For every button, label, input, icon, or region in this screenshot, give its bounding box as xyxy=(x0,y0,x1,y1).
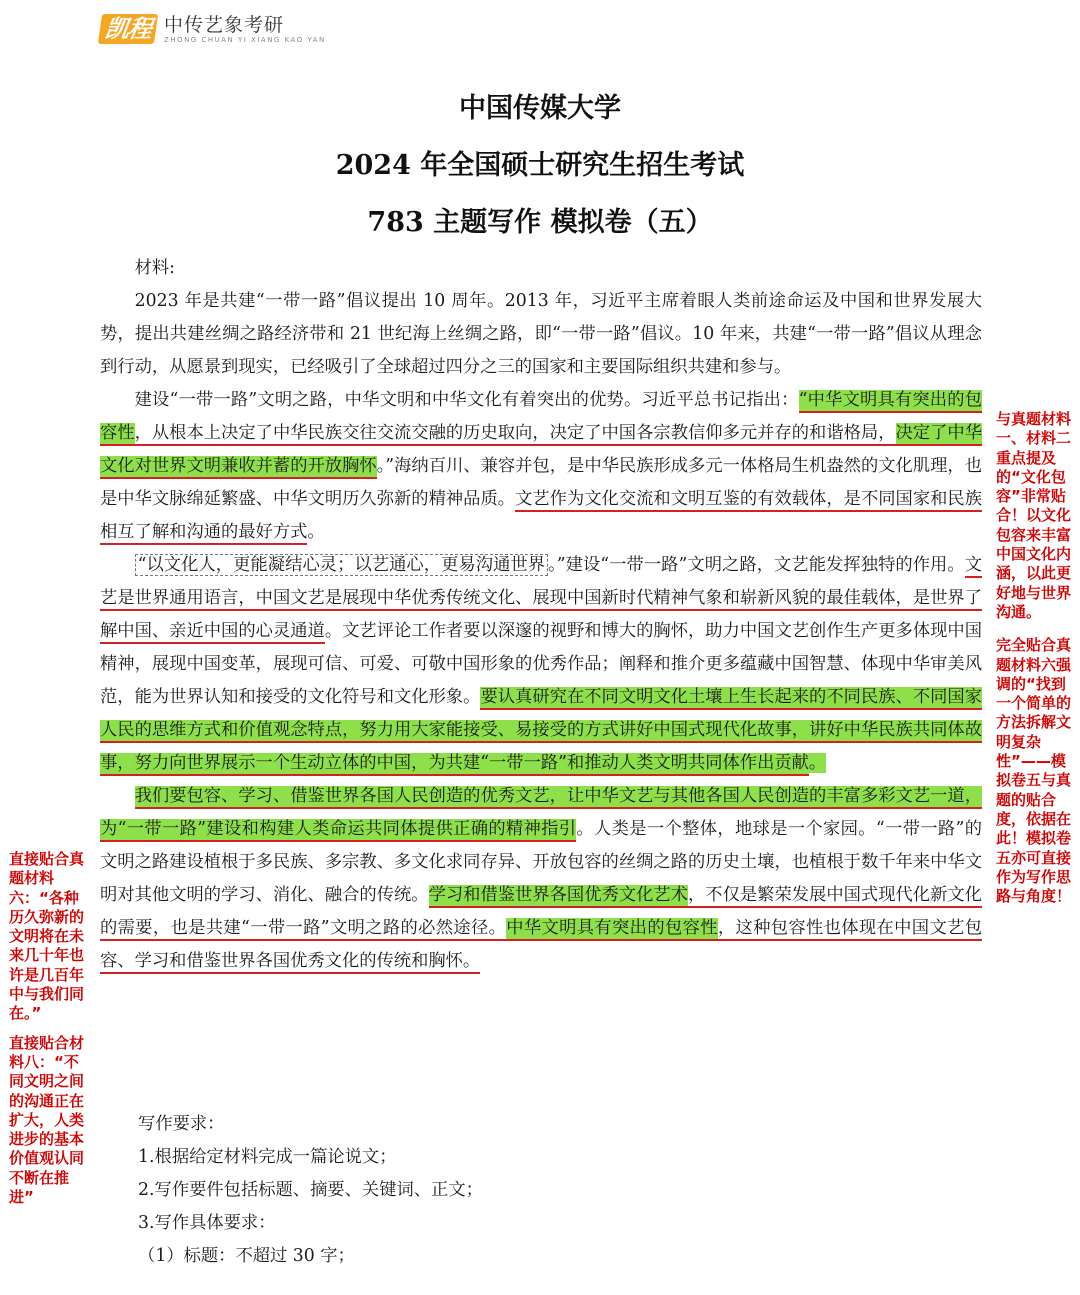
annotation-left-1: 直接贴合真题材料六：“各种历久弥新的文明将在未来几十年也许是几百年中与我们同在。” xyxy=(9,850,85,1023)
p3-text-a: 。”建设“一带一路”文明之路，文艺能发挥独特的作用。 xyxy=(548,555,965,575)
p4-underline-b: ，这种包容性也体现在中国文艺包容、学习和借鉴世界各国优秀文化的传统和胸怀。 xyxy=(100,918,982,974)
p3-text-b: 。文艺评论工作者要以深邃的视野和博大的胸怀，助力中国文艺创作生产更多体现中国精神，展现中国变革，展现可信、可爱、可敬中国形象的优秀作品；阐释和推介更多蕴藏中国智慧、体现中华审美风范，能为世界认知和接受的文化符号和文化形象。 xyxy=(100,621,982,707)
logo-text xyxy=(164,14,326,45)
p3-highlight-study: 要认真研究在不同文明文化土壤上生长起来的不同民族、不同国家人民的思维方式和价值观念特点，努力用大家能接受、易接受的方式讲好中国式现代化故事，讲好中华民族共同体故事，努力向世界展示一个生动立体的中国，为共建“一带一路”和推动人类文明共同体作出贡献 xyxy=(100,687,982,776)
p4-text-a: 。人类是一个整体，地球是一个家园。“一带一路”的文明之路建设植根于多民族、多宗教、多文化求同存异、开放包容的丝绸之路的历史土壤，也植根于数千年来中华文明对其他文明的学习、消化、融合的传统。 xyxy=(100,819,983,905)
requirements-section xyxy=(100,1108,982,1273)
requirements-heading: 写作要求： xyxy=(138,1114,225,1134)
p4-highlight-civilization: 中华文明具有突出的包容性 xyxy=(506,918,718,941)
p4-highlight-learn: 学习和借鉴世界各国优秀文化艺术 xyxy=(429,885,688,908)
p2-underline-a: ，从根本上决定了中华民族交往交流交融的历史取向，决定了中国各宗教信仰多元并存的和谐格局， xyxy=(135,423,896,446)
annotation-right xyxy=(996,410,1076,914)
p2-highlight-quote: “中华文明具有突出的包容性 xyxy=(100,390,982,446)
material-label: 材料: xyxy=(134,258,175,278)
paper-title: 783 主题写作 模拟卷（五） xyxy=(367,207,713,238)
annotation-right-2: 完全贴合真题材料六强调的“找到一个简单的方法拆解文明复杂性”——模拟卷五与真题的贴合度，依据在此！模拟卷五亦可直接作为写作思路与角度！ xyxy=(996,636,1072,906)
material-paragraph-2 xyxy=(100,384,982,549)
p2-text-c: 。 xyxy=(307,522,325,542)
material-paragraph-3 xyxy=(100,549,982,780)
requirement-item-2: 2.写作要件包括标题、摘要、关键词、正文； xyxy=(138,1180,483,1200)
requirement-item-3: 3.写作具体要求： xyxy=(138,1213,276,1233)
p2-highlight-open-mind: 决定了中华文化对世界文明兼收并蓄的开放胸怀 xyxy=(100,423,982,479)
annotation-left-2: 直接贴合材料八：“不同文明之间的沟通正在扩大，人类进步的基本价值观认同不断在推进” xyxy=(9,1033,85,1207)
requirement-item-4: （1）标题：不超过 30 字； xyxy=(138,1246,355,1266)
p3-text-c: 。 xyxy=(808,753,827,773)
requirement-item-1: 1.根据给定材料完成一篇论说文； xyxy=(138,1147,397,1167)
p2-text-b: 。”海纳百川、兼容并包，是中华民族形成多元一体格局生机盎然的文化肌理，也是中华文脉绵延繁盛、中华文明历久弥新的精神品质。 xyxy=(100,456,982,509)
p3-underline-a: 文艺是世界通用语言，中国文艺是展现中华优秀传统文化、展现中国新时代精神气象和崭新风貌的最佳载体，是世界了解中国、亲近中国的心灵通道 xyxy=(100,555,982,644)
material-paragraph-4 xyxy=(100,780,982,978)
p4-underline-a: ，不仅是繁荣发展中国式现代化新文化的需要，也是共建“一带一路”文明之路的必然途径。 xyxy=(100,885,982,941)
brand-logo xyxy=(100,10,326,48)
logo-mark: 凯程 xyxy=(98,14,158,44)
annotation-left xyxy=(9,850,89,1215)
p4-highlight-inclusive: 我们要包容、学习、借鉴世界各国人民创造的优秀文艺，让中华文艺与其他各国人民创造的丰富多彩文艺一道，为“一带一路”建设和构建人类命运共同体提供正确的精神指引 xyxy=(100,786,982,842)
exam-title: 2024 年全国硕士研究生招生考试 xyxy=(335,150,745,181)
annotation-right-1: 与真题材料一、材料二重点提及的“文化包容”非常贴合！以文化包容来丰富中国文化内涵，以此更好地与世界沟通。 xyxy=(996,410,1072,621)
material-paragraph-1: 2023 年是共建“一带一路”倡议提出 10 周年。2013 年，习近平主席着眼人类前途命运及中国和世界发展大势，提出共建丝绸之路经济带和 21 世纪海上丝绸之路，即“一带一路”倡议。10 年来，共建“一带一路”倡议从理念到行动，从愿景到现实，已经吸引了全球超过四分之三的国家和主要国际组织共建和参与。 xyxy=(100,291,982,377)
p3-boxed-quote: “以文化人，更能凝结心灵；以艺通心，更易沟通世界 xyxy=(135,554,548,576)
logo-en: ZHONG CHUAN YI XIANG KAO YAN xyxy=(164,35,326,44)
logo-cn: 中传艺象考研 xyxy=(164,13,285,36)
p2-text-a: 建设“一带一路”文明之路，中华文明和中华文化有着突出的优势。习近平总书记指出： xyxy=(134,390,799,410)
material-section xyxy=(100,252,982,978)
university-title: 中国传媒大学 xyxy=(459,93,621,124)
p2-underline-b: 文艺作为文化交流和文明互鉴的有效载体，是不同国家和民族相互了解和沟通的最好方式 xyxy=(100,489,982,545)
